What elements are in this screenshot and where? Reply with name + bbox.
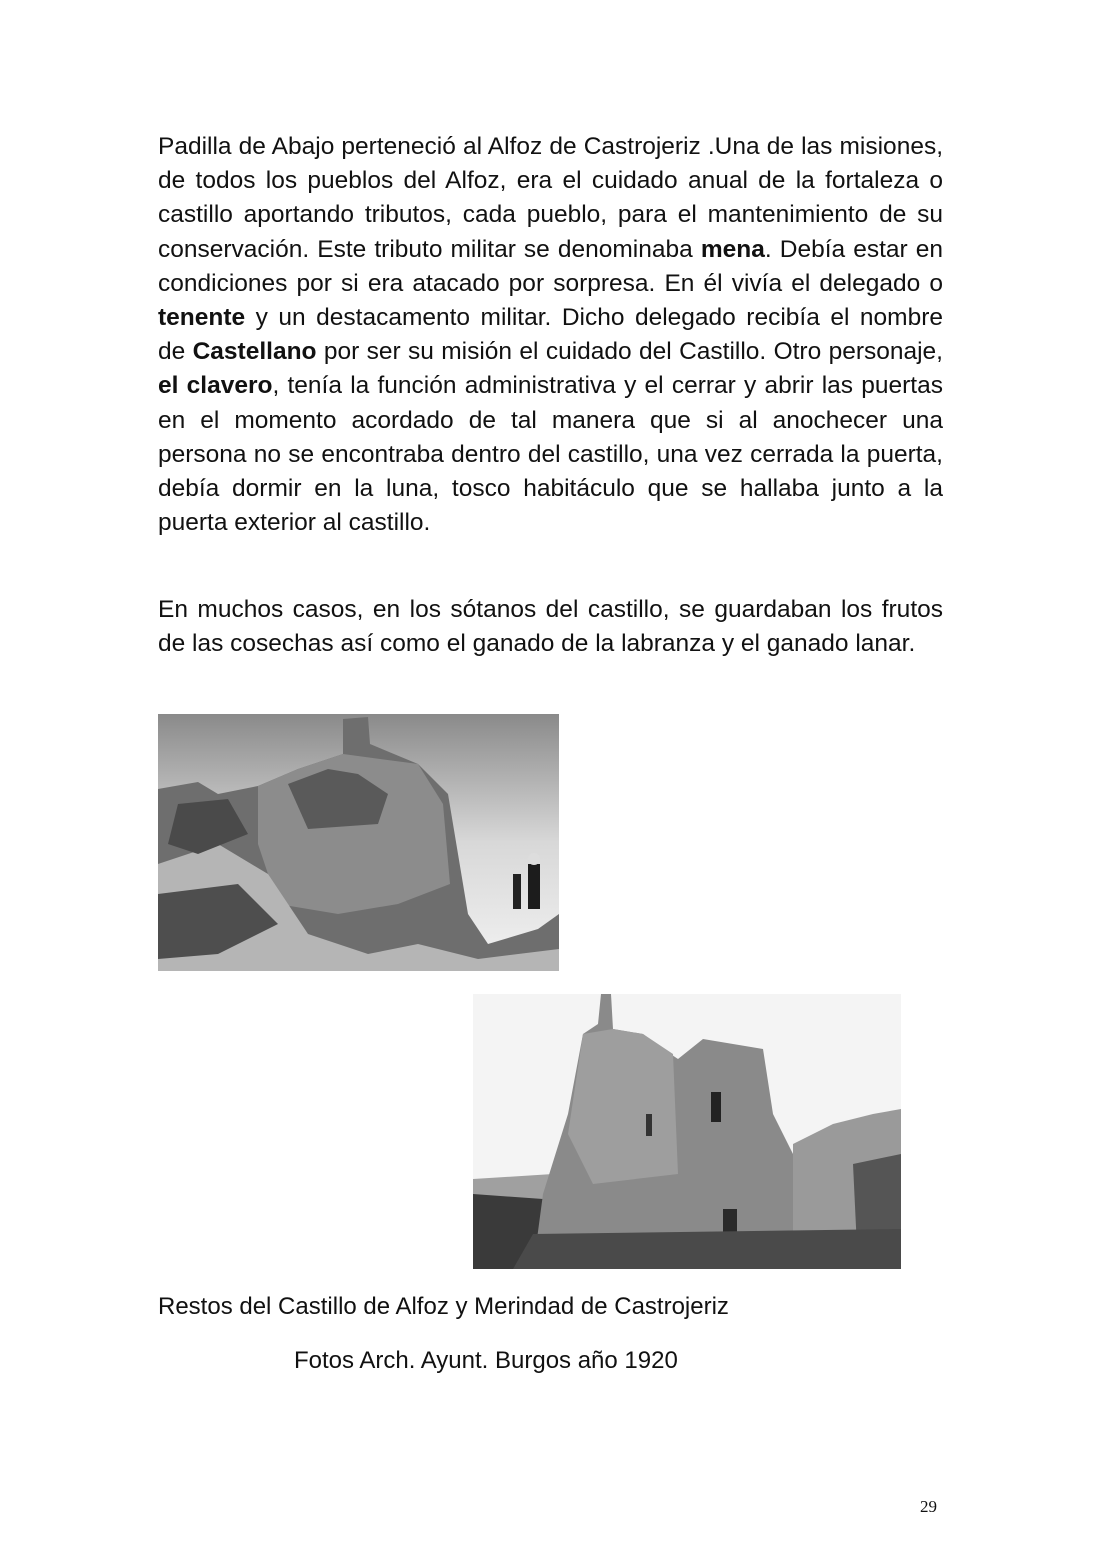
photo-credit: Fotos Arch. Ayunt. Burgos año 1920 <box>294 1347 678 1374</box>
text-run: , tenía la función administrativa y el cerrar y abrir las puertas en el momento acordado de tal manera que si al anochecer una persona no se encontraba dentro del castillo, una vez cerrada la puerta, debía dormir en la luna, tosco habitáculo que se hallaba junto a la puerta exterior al castillo. <box>158 372 943 537</box>
text-run: Padilla de Abajo perteneció al Alfoz de Castrojeriz .Una de las misiones, de todos los pueblos del Alfoz, era el cuidado anual de la fortaleza o castillo aportando tributos, cada pueblo, para el mantenimiento de su conservación. Este tributo militar se denominaba <box>158 133 943 263</box>
bold-term: el clavero <box>158 372 273 400</box>
castle-ruins-photo-2 <box>473 994 901 1269</box>
text-run: En muchos casos, en los sótanos del castillo, se guardaban los frutos de las cosechas así como el ganado de la labranza y el ganado lanar. <box>158 596 943 658</box>
bold-term: Castellano <box>192 338 317 366</box>
text-run: y un destacamento militar. Dicho delegado recibía el nombre de <box>158 304 943 366</box>
photo-caption: Restos del Castillo de Alfoz y Merindad de Castrojeriz <box>158 1293 729 1320</box>
paragraph-2 <box>158 593 943 661</box>
bold-term: mena <box>700 235 765 263</box>
page-number: 29 <box>920 1497 937 1516</box>
paragraph-1 <box>158 130 943 540</box>
text-run: por ser su misión el cuidado del Castillo. Otro personaje, <box>316 338 943 366</box>
bold-term: tenente <box>158 304 246 332</box>
text-run: . Debía estar en condiciones por si era atacado por sorpresa. En él vivía el delegado o <box>158 235 944 297</box>
castle-ruins-photo-1 <box>158 714 559 971</box>
